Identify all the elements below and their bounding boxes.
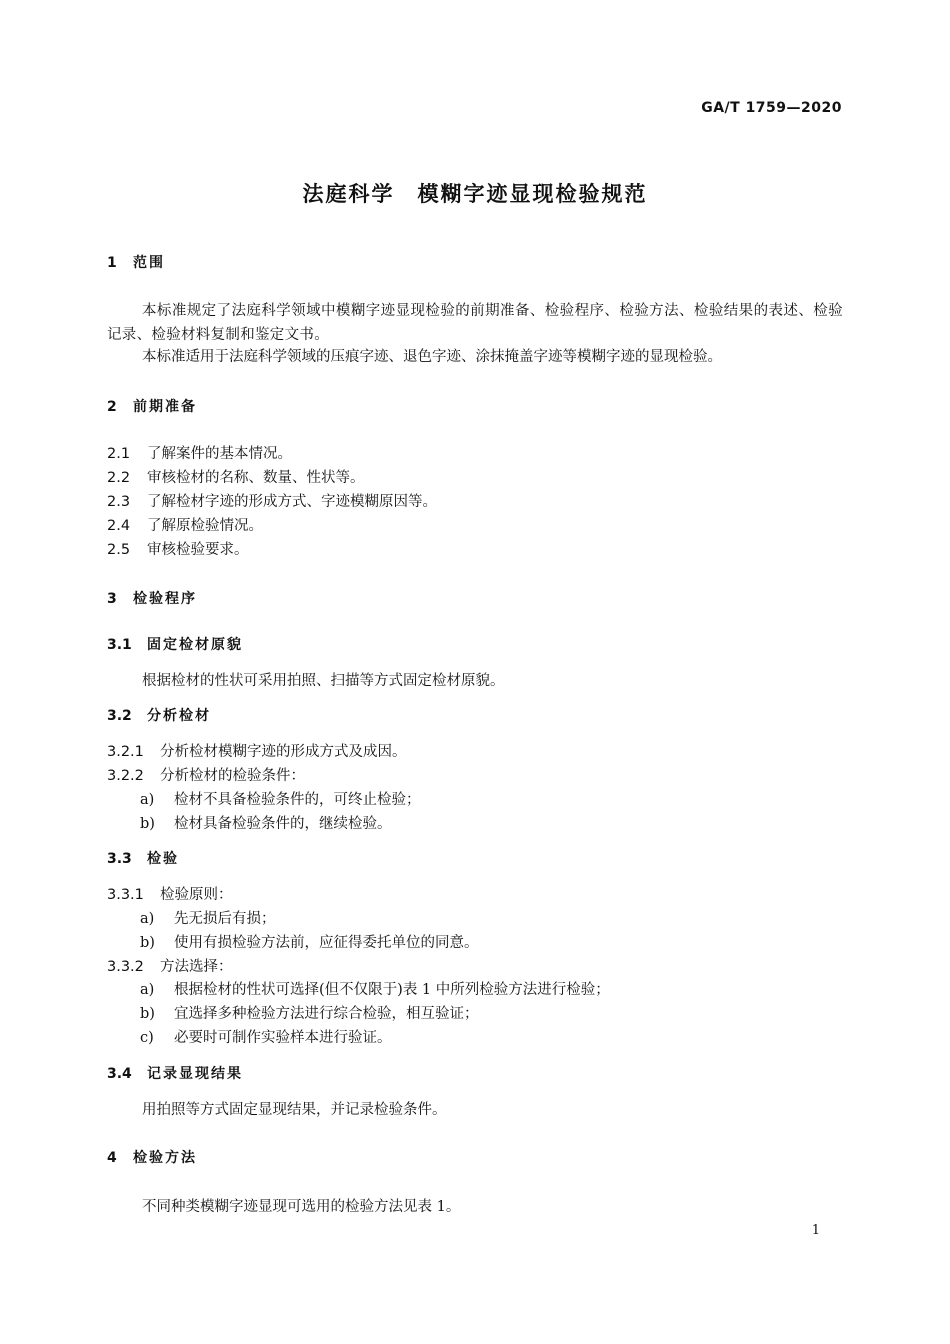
item-text: 使用有损检验方法前，应征得委托单位的同意。 — [174, 935, 479, 951]
list-item — [140, 933, 479, 953]
item-text: 根据检材的性状可选择(但不仅限于)表 1 中所列检验方法进行检验； — [174, 982, 610, 998]
item-marker: b) — [140, 1006, 155, 1022]
section-number: 2 — [107, 399, 117, 415]
list-item — [140, 980, 610, 1000]
clause-text: 审核检验要求。 — [147, 542, 249, 558]
item-text: 检材具备检验条件的，继续检验。 — [174, 816, 392, 832]
clause-number: 3.2.2 — [107, 768, 144, 784]
section-number: 3 — [107, 591, 117, 607]
item-marker: a) — [140, 982, 155, 998]
section-4-heading — [107, 1148, 197, 1168]
section-1-heading — [107, 253, 165, 273]
item-marker: b) — [140, 816, 155, 832]
section-1-paragraph-2: 本标准适用于法庭科学领域的压痕字迹、退色字迹、涂抹掩盖字迹等模糊字迹的显现检验。 — [142, 349, 722, 365]
section-2-heading — [107, 397, 197, 417]
item-text: 先无损后有损； — [174, 911, 276, 927]
list-item — [107, 468, 365, 488]
subsection-number: 3.2 — [107, 708, 132, 724]
clause-text: 了解原检验情况。 — [147, 518, 263, 534]
item-marker: b) — [140, 935, 155, 951]
clause-number: 3.2.1 — [107, 744, 144, 760]
section-1-paragraph-1: 本标准规定了法庭科学领域中模糊字迹显现检验的前期准备、检验程序、检验方法、检验结果的表述、检验记录、检验材料复制和鉴定文书。 — [107, 303, 843, 343]
section-3-heading — [107, 589, 197, 609]
section-number: 4 — [107, 1150, 117, 1166]
clause-text: 分析检材模糊字迹的形成方式及成因。 — [160, 744, 407, 760]
subsection-title: 记录显现结果 — [147, 1066, 243, 1082]
page-number: 1 — [811, 1223, 820, 1238]
item-marker: a) — [140, 911, 155, 927]
list-item — [140, 1028, 392, 1048]
list-item — [107, 540, 249, 560]
item-text: 检材不具备检验条件的，可终止检验； — [174, 792, 421, 808]
clause-number: 2.5 — [107, 542, 131, 558]
subsection-title: 检验 — [147, 851, 179, 867]
section-title: 检验方法 — [133, 1150, 197, 1166]
subsection-3-2-heading — [107, 706, 211, 726]
subsection-title: 固定检材原貌 — [147, 637, 243, 653]
section-number: 1 — [107, 255, 117, 271]
clause-3-2-2 — [107, 766, 305, 786]
clause-number: 2.1 — [107, 446, 131, 462]
clause-number: 2.2 — [107, 470, 131, 486]
clause-number: 3.3.1 — [107, 887, 144, 903]
section-title: 前期准备 — [133, 399, 197, 415]
subsection-title: 分析检材 — [147, 708, 211, 724]
subsection-3-1-heading — [107, 635, 243, 655]
section-4-text: 不同种类模糊字迹显现可选用的检验方法见表 1。 — [142, 1199, 461, 1215]
clause-3-2-1 — [107, 742, 407, 762]
list-item — [140, 790, 421, 810]
subsection-3-3-heading — [107, 849, 179, 869]
section-title: 范围 — [133, 255, 165, 271]
clause-number: 3.3.2 — [107, 959, 144, 975]
clause-text: 方法选择： — [160, 959, 233, 975]
item-text: 必要时可制作实验样本进行验证。 — [174, 1030, 392, 1046]
subsection-3-4-heading — [107, 1064, 243, 1084]
clause-3-3-2 — [107, 957, 233, 977]
subsection-number: 3.3 — [107, 851, 132, 867]
standard-code: GA/T 1759—2020 — [701, 100, 842, 116]
subsection-number: 3.4 — [107, 1066, 132, 1082]
list-item — [107, 492, 437, 512]
clause-text: 检验原则： — [160, 887, 233, 903]
list-item — [140, 814, 392, 834]
clause-3-3-1 — [107, 885, 233, 905]
document-title: 法庭科学 模糊字迹显现检验规范 — [302, 182, 648, 206]
subsection-number: 3.1 — [107, 637, 132, 653]
clause-number: 2.4 — [107, 518, 131, 534]
clause-text: 审核检材的名称、数量、性状等。 — [147, 470, 365, 486]
clause-number: 2.3 — [107, 494, 131, 510]
item-text: 宜选择多种检验方法进行综合检验，相互验证； — [174, 1006, 479, 1022]
subsection-3-1-text: 根据检材的性状可采用拍照、扫描等方式固定检材原貌。 — [142, 673, 505, 689]
item-marker: a) — [140, 792, 155, 808]
clause-text: 了解案件的基本情况。 — [147, 446, 292, 462]
list-item — [107, 516, 263, 536]
item-marker: c) — [140, 1030, 154, 1046]
list-item — [107, 444, 292, 464]
list-item — [140, 909, 276, 929]
clause-text: 了解检材字迹的形成方式、字迹模糊原因等。 — [147, 494, 437, 510]
subsection-3-4-text: 用拍照等方式固定显现结果，并记录检验条件。 — [142, 1102, 447, 1118]
clause-text: 分析检材的检验条件： — [160, 768, 305, 784]
list-item — [140, 1004, 479, 1024]
section-title: 检验程序 — [133, 591, 197, 607]
